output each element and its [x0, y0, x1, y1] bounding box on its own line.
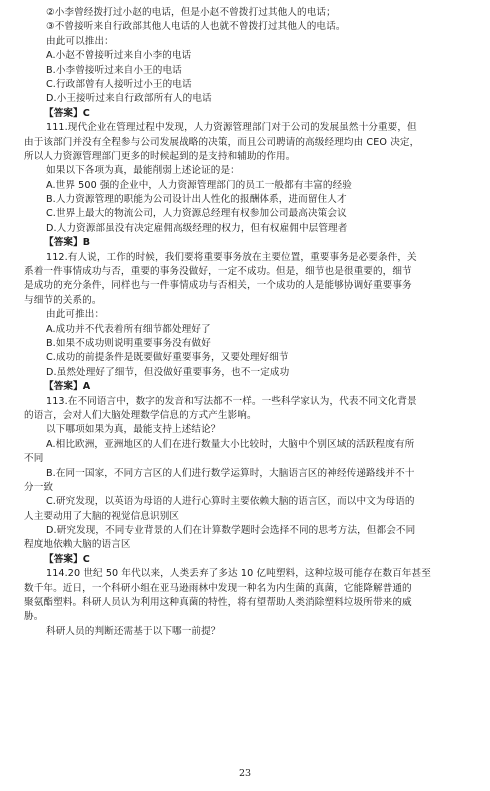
answer-label: 【答案】C: [44, 553, 90, 565]
option-d: D.人力资源部虽没有决定雇佣高级经理的权力，但有权雇佣中层管理者: [46, 222, 348, 234]
option-a: A.世界 500 强的企业中，人力资源管理部门的员工一般都有丰富的经验: [46, 179, 352, 191]
question-114-line: 胁。: [24, 611, 44, 623]
question-prompt: 由此可推出：: [46, 309, 105, 321]
question-113: 113.在不同语言中，数字的发音和写法都不一样。一些科学家认为，代表不同文化背景: [46, 395, 417, 407]
option-a: A.小赵不曾接听过来自小李的电话: [46, 50, 192, 62]
option-c-cont: 人主要动用了大脑的视觉信息识别区: [24, 510, 180, 522]
option-d-cont: 程度地依赖大脑的语言区: [24, 539, 131, 551]
question-112: 112.有人说，工作的时候，我们要将重要事务放在主要位置，重要事务是必要条件，关: [46, 251, 417, 263]
option-b-cont: 分一致: [24, 481, 54, 493]
question-prompt: 科研人员的判断还需基于以下哪一前提？: [46, 625, 221, 637]
condition-2: ②小李曾经拨打过小赵的电话，但是小赵不曾拨打过其他人的电话；: [46, 7, 336, 18]
option-d: D.研究发现，不同专业背景的人们在计算数学题时会选择不同的思考方法，但都会不同: [46, 525, 416, 537]
condition-3: ③不曾接听来自行政部其他人电话的人也就不曾拨打过其他人的电话。: [46, 21, 346, 33]
option-d: D.虽然处理好了细节，但没做好重要事务，也不一定成功: [46, 366, 290, 378]
question-111: 111.现代企业在管理过程中发现，人力资源管理部门对于公司的发展虽然十分重要，但: [46, 122, 417, 134]
option-c: C.世界上最大的物流公司，人力资源总经理有权参加公司最高决策会议: [46, 208, 347, 220]
question-prompt: 以下哪项如果为真，最能支持上述结论？: [46, 424, 221, 436]
question-114-line: 聚氨酯塑料。科研人员认为利用这种真菌的特性，将有望帮助人类消除塑料垃圾所带来的威: [24, 597, 412, 609]
option-c: C.研究发现，以英语为母语的人进行心算时主要依赖大脑的语言区，而以中文为母语的: [46, 496, 415, 508]
question-113-line: 的语言，会对人们大脑处理数学信息的方式产生影响。: [24, 409, 257, 421]
option-a: A.成功并不代表着所有细节都处理好了: [46, 323, 211, 335]
option-b: B.在同一国家，不同方言区的人们进行数学运算时，大脑语言区的神经传递路线并不十: [46, 467, 415, 479]
option-c: C.行政部曾有人接听过小王的电话: [46, 78, 192, 90]
answer-label: 【答案】B: [44, 237, 91, 249]
option-d: D.小王接听过来自行政部所有人的电话: [46, 93, 212, 105]
option-a-cont: 不同: [24, 453, 44, 465]
question-prompt: 由此可以推出：: [46, 35, 114, 47]
answer-label: 【答案】A: [44, 381, 91, 393]
question-111-line: 由于该部门并没有全程参与公司发展战略的决策，而且公司聘请的高级经理均由 CEO 决定，: [24, 136, 420, 148]
option-b: B.小李曾接听过来自小王的电话: [46, 64, 182, 76]
question-112-line: 系着一件事情成功与否，重要的事务没做好，一定不成功。但是，细节也是很重要的，细节: [24, 266, 412, 278]
option-a: A.相比欧洲，亚洲地区的人们在进行数量大小比较时，大脑中个别区域的活跃程度有所: [46, 438, 415, 450]
question-111-line: 所以人力资源管理部门更多的时候起到的是支持和辅助的作用。: [24, 150, 296, 162]
question-prompt: 如果以下各项为真，最能削弱上述论证的是：: [46, 165, 240, 177]
question-112-line: 是成功的充分条件，同样也与一件事情成功与否相关，一个成功的人是能够协调好重要事务: [24, 280, 412, 292]
question-114-line: 数千年。近日，一个科研小组在亚马逊雨林中发现一种名为内生菌的真菌，它能降解普通的: [24, 582, 412, 594]
question-112-line: 与细节的关系的。: [24, 294, 102, 306]
option-b: B.如果不成功则说明重要事务没有做好: [46, 337, 211, 349]
option-b: B.人力资源管理的职能为公司设计出人性化的报酬体系，进而留住人才: [46, 194, 347, 206]
question-114: 114.20 世纪 50 年代以来，人类丢弃了多达 10 亿吨塑料，这种垃圾可能存在数百年甚至: [46, 568, 431, 580]
answer-label: 【答案】C: [44, 107, 90, 119]
option-c: C.成功的前提条件是既要做好重要事务，又要处理好细节: [46, 352, 289, 364]
page-number: 23: [238, 768, 252, 779]
